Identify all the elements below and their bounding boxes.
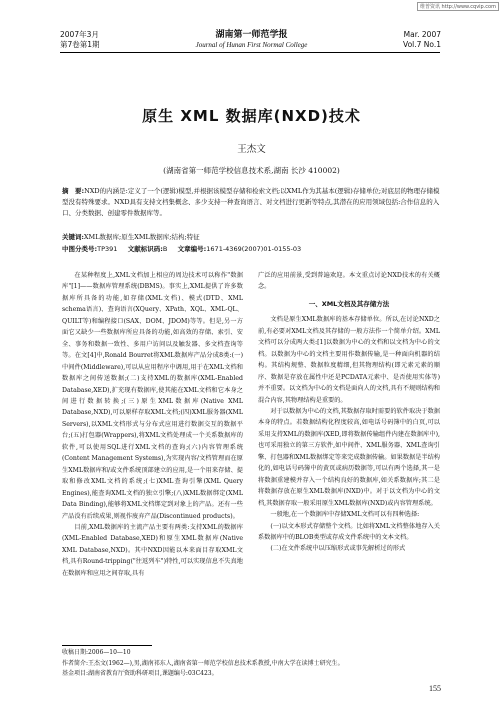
body-paragraph: 目前,XML数据库的主流产品主要有两类:支持XML的数据库(XML-Enabled Database,XED)和原生XML数据库(Native XML Database,NXD)。其中NXD因能以本来面目存取XML文档,具有Round-tripping("往返列车")特性,可以实现信息不失真地在数据库和应用之间存取,具有 [62,523,243,577]
received-date: 收稿日期:2006—10—10 [62,649,131,656]
page-number: 155 [429,684,441,693]
watermark: 维普资讯 http://www.cqvip.com [417,2,499,11]
article-title: 原生 XML 数据库(NXD)技术 [142,107,361,125]
issue-date-en-block [403,30,441,50]
body-paragraph: 广泛的应用前景,受到普遍欢迎。本文重点讨论NXD技术的有关概念。 [258,272,440,291]
body-paragraph: 文档是原生XML数据库的基本存储单位。所以,在讨论NXD之前,有必要对XML文档及其存储的一般方法作一个简单介绍。XML文档可以分成两大类:[1]以数据为中心的文档和以文档为中心的文档。以数据为中心的文档主要用作数据传输,是一种面向机器的结构。其结构规整、数据粒度精细,但其物理结构(即元素元素的顺序、数据是存放在属性中还是PCDATA元素中、是否使用实体等)并不重要。以文档为中心的文档是面向人的文档,具有不规则结构和混合内容,其物理结构是重要的。 [258,316,440,404]
header-rule [60,52,440,53]
body-column-right [258,270,440,555]
classification-line [62,244,440,253]
issue-volume-en: Vol.7 No.1 [403,40,441,49]
doc-code-value: B [162,245,168,253]
body-paragraph: (一)以文本形式存储整个文档。比如将XML文档整体地存入关系数据库中的BLOB类型或存成文件系统中的文本文档。 [258,522,440,541]
body-column-left [62,270,243,579]
fund-info: 基金项目:湖南省教育厅资助科研项目,课题编号:03C423。 [62,670,218,677]
affiliation: (湖南省第一师范学校信息技术系,湖南 长沙 410002) [163,166,340,175]
keywords [62,232,440,241]
keywords-text: XML数据库;原生XML数据库;结构;特征 [83,233,200,241]
issue-date-en: Mar. 2007 [403,30,441,39]
abstract-label: 摘 要: [62,187,85,195]
clc-value: TP391 [97,245,118,253]
journal-title-cn: 湖南第一师范学报 [215,30,288,40]
journal-title-en: Journal of Hunan First Normal College [195,41,308,49]
issue-volume: 第7卷第1期 [60,40,100,49]
keywords-label: 关键词: [62,233,84,241]
abstract [62,186,440,219]
footnote-rule [62,645,152,646]
issue-date: 2007年3月 [60,30,99,39]
article-no-label: 文章编号: [177,245,207,253]
clc-label: 中图分类号: [62,245,98,253]
body-paragraph: 在某种程度上,XML文档加上相应的周边技术可以称作"数据库"[1]——数据库管理系统(DBMS)。事实上,XML提供了许多数据库所具备的功能,如存储(XML文档)、模式(DTD、XML schema语言)、查询语言(XQuery、XPath、XQL、XML-QL、QUILT等)和编程接口(SAX、DOM、JDOM)等等。但是,另一方面它又缺少一些数据库所应具备的功能,如高效的存储、索引、安全、事务和数据一致性、多用户访问以及触发器、多文档查询等等。在文[4]中,Ronald Bourret将XML数据库产品分成8类:(一)中间件(Middleware),可以从应用程序中调用,用于在XML文档和数据库之间传送数据;(二)支持XML的数据库(XML-Enabled Database,XED),扩充现有数据库,使其能在XML文档和它本身之间进行数据转换;(三)原生XML数据库(Native XML Database,NXD),可以原样存取XML文档;(四)XML服务器(XML Servers),以XML文档形式与分布式应用进行数据交互的数据平台;(五)打包器(Wrappers),将XML文档处理成一个关系数据库的软件,可以使用SQL进行XML文档的查询;(六)内容管理系统(Content Management Systems),为实现内容/文档管理而在原生XML数据库和/或文件系统顶部建立的应用,是一个用来存储、提取和修改XML文档的系统;(七)XML查询引擎(XML Query Engines),能查询XML文档的独立引擎;(八)XML数据绑定(XML Data Binding),能够将XML文档绑定到对象上的产品。还有一些产品没有后续成果,则视作废弃产品(Discontinued products)。 [62,272,243,520]
doc-code-label: 文献标识码: [127,245,163,253]
footnote [62,648,442,680]
abstract-text: NXD的内涵是:定义了一个(逻辑)模型,并根据该模型存储和检索文档;以XML作为其基本(逻辑)存储单位;对底层的物理存储模型没有特殊要求。NXD具有支持文档集概念、多少支持一种查询语言、对文档进行更新等特点,其潜在的应用领域包括:合作信息的入口、分类数据、创建零件数据库等。 [62,187,440,217]
body-paragraph: (二)在文件系统中以压缩形式或事先解析过的形式 [270,545,406,553]
author-bio: 作者简介:王杰文(1962—),男,湖南祁东人,湖南省第一师范学校信息技术系教授,中南大学在读博士研究生。 [62,659,344,667]
body-paragraph: 一般地,在一个数据库中存储XML文档可以有四种选择: [270,511,420,519]
body-paragraph: 对于以数据为中心的文档,其数据存取时需要的软件取决于数据本身的特点。若数据结构化程度较高,如电话号码簿中的白页,可以采用支持XML的数据库(XED,即将数据传输组件内建在数据库中),也可采用独立的第三方软件,如中间件、XML服务器、XML查询引擎、打包器和XML数据绑定等来完成数据传输。如果数据是半结构化的,如电话号码簿中的黄页或病历数据等,可以有两个选择,其一是将数据重建模并存入一个结构良好的数据库,如关系数据库;其二是将数据存放在原生XML数据库(NXD)中。对于以文档为中心的文档,其数据存取一般采用原生XML数据库(NXD)或内容管理系统。 [258,407,440,507]
section-heading: 一、XML文档及其存储方法 [308,299,390,308]
author: 王杰文 [237,144,266,155]
article-no-value: 1671-4369(2007)01-0155-03 [206,245,302,253]
